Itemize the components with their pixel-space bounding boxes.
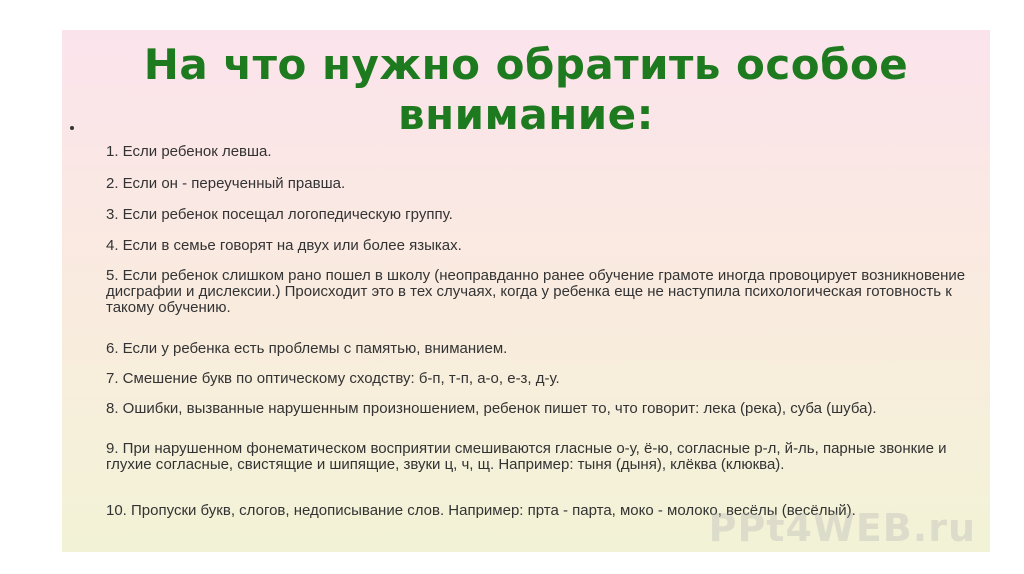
list-item: 6. Если у ребенка есть проблемы с памятью, вниманием. [106,340,508,357]
list-item: 8. Ошибки, вызванные нарушенным произношением, ребенок пишет то, что говорит: лека (река), суба (шуба). [106,400,877,417]
list-item: 3. Если ребенок посещал логопедическую группу. [106,206,453,223]
list-item: 5. Если ребенок слишком рано пошел в школу (неоправданно ранее обучение грамоте иногда провоцирует возникновение дисграфии и дислексии.) Происходит это в тех случаях, когда у ребенка еще не наступила психологическая готовность к такому обучению. [106,267,966,316]
list-item: 9. При нарушенном фонематическом восприятии смешиваются гласные о-у, ё-ю, согласные р-л, й-ль, парные звонкие и глухие согласные, свистящие и шипящие, звуки ц, ч, щ. Например: тыня (дыня), клёква (клюква). [106,440,947,473]
list-item: 2. Если он - переученный правша. [106,175,346,192]
criteria-list [106,144,974,539]
watermark-logo: PPt4WEB.ru [708,506,976,550]
slide-title [62,40,990,140]
list-item: 10. Пропуски букв, слогов, недописывание слов. Например: прта - парта, моко - молоко, весёлы (весёлый). [106,502,856,519]
title-line-1: На что нужно обратить особое [143,40,909,89]
list-item: 1. Если ребенок левша. [106,143,272,160]
title-line-2: внимание: [398,90,654,139]
bullet-marker-icon [70,126,74,130]
list-item: 7. Смешение букв по оптическому сходству: б-п, т-п, а-о, е-з, д-у. [106,370,560,387]
slide [62,30,990,552]
list-item: 4. Если в семье говорят на двух или более языках. [106,237,462,254]
